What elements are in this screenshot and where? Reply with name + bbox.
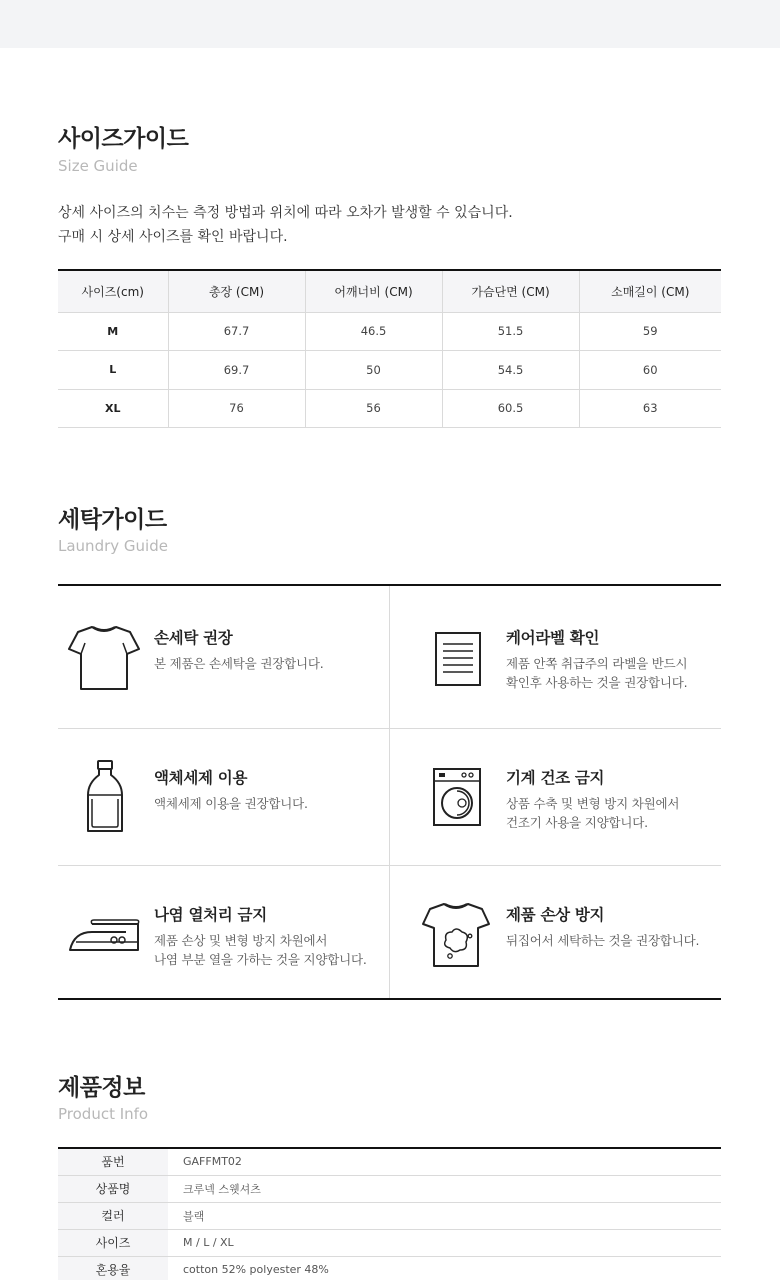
size-table-header-row [58, 270, 721, 312]
size-label-cell: M [58, 312, 168, 351]
laundry-guide-title: 세탁가이드 [58, 507, 167, 533]
size-table-header: 어깨너비 (CM) [305, 270, 442, 312]
product-info-subtitle: Product Info [58, 1105, 149, 1123]
product-info-table [58, 1147, 721, 1280]
info-label: 컬러 [58, 1202, 168, 1229]
laundry-item-title: 케어라벨 확인 [506, 629, 600, 647]
size-guide-title: 사이즈가이드 [58, 126, 189, 152]
iron-icon [66, 896, 142, 972]
laundry-item-title: 손세탁 권장 [154, 629, 233, 647]
size-table [58, 269, 721, 428]
table-cell: 51.5 [442, 312, 579, 351]
size-guide-subtitle: Size Guide [58, 157, 138, 175]
tshirt-icon [66, 619, 142, 695]
laundry-item-text: 제품 손상 및 변형 방지 차원에서 나염 부분 열을 가하는 것을 지양합니다. [154, 933, 367, 967]
product-info-title: 제품정보 [58, 1075, 145, 1101]
table-row [58, 312, 721, 351]
info-label: 사이즈 [58, 1229, 168, 1256]
size-guide-desc-line: 구매 시 상세 사이즈를 확인 바랍니다. [58, 229, 288, 245]
laundry-item-title: 나염 열처리 금지 [154, 906, 267, 924]
print-tshirt-icon [418, 896, 494, 972]
laundry-item [58, 729, 389, 866]
laundry-item-text: 뒤집어서 세탁하는 것을 권장합니다. [506, 933, 700, 948]
laundry-item [410, 729, 741, 866]
table-cell: 76 [168, 389, 305, 428]
size-table-header: 총장 (CM) [168, 270, 305, 312]
laundry-item [58, 589, 389, 726]
info-value: M / L / XL [168, 1229, 721, 1256]
table-cell: 46.5 [305, 312, 442, 351]
info-value: 블랙 [168, 1202, 721, 1229]
table-cell: 60.5 [442, 389, 579, 428]
table-row [58, 1256, 721, 1280]
size-table-header: 사이즈(cm) [58, 270, 168, 312]
care-label-icon [418, 619, 494, 695]
info-label: 혼용율 [58, 1256, 168, 1280]
detergent-bottle-icon [66, 759, 142, 835]
laundry-item-text: 상품 수축 및 변형 방지 차원에서 건조기 사용을 지양합니다. [506, 796, 680, 830]
laundry-item-title: 제품 손상 방지 [506, 906, 605, 924]
laundry-item [58, 866, 389, 1003]
table-cell: 50 [305, 351, 442, 390]
top-banner-strip [0, 0, 780, 48]
table-row [58, 351, 721, 390]
table-cell: 69.7 [168, 351, 305, 390]
table-row [58, 1175, 721, 1202]
laundry-item-text: 본 제품은 손세탁을 권장합니다. [154, 656, 324, 671]
laundry-item-text: 액체세제 이용을 권장합니다. [154, 796, 308, 811]
laundry-item [410, 589, 741, 726]
table-row [58, 1202, 721, 1229]
table-cell: 59 [579, 312, 721, 351]
table-row [58, 1229, 721, 1256]
table-cell: 60 [579, 351, 721, 390]
table-row [58, 389, 721, 428]
size-table-header: 가슴단면 (CM) [442, 270, 579, 312]
laundry-item-text: 제품 안쪽 취급주의 라벨을 반드시 확인후 사용하는 것을 권장합니다. [506, 656, 688, 690]
size-label-cell: L [58, 351, 168, 390]
table-cell: 54.5 [442, 351, 579, 390]
laundry-item [410, 866, 741, 1003]
table-cell: 63 [579, 389, 721, 428]
size-guide-description [58, 201, 513, 249]
table-row [58, 1148, 721, 1175]
laundry-item-title: 기계 건조 금지 [506, 769, 605, 787]
size-label-cell: XL [58, 389, 168, 428]
table-cell: 56 [305, 389, 442, 428]
info-label: 품번 [58, 1148, 168, 1175]
size-guide-desc-line: 상세 사이즈의 치수는 측정 방법과 위치에 따라 오차가 발생할 수 있습니다. [58, 205, 513, 221]
info-value: GAFFMT02 [168, 1148, 721, 1175]
info-label: 상품명 [58, 1175, 168, 1202]
laundry-guide-grid [58, 584, 721, 1000]
info-value: cotton 52% polyester 48% [168, 1256, 721, 1280]
laundry-guide-subtitle: Laundry Guide [58, 537, 168, 555]
washing-machine-icon [418, 759, 494, 835]
laundry-item-title: 액체세제 이용 [154, 769, 248, 787]
size-table-header: 소매길이 (CM) [579, 270, 721, 312]
table-cell: 67.7 [168, 312, 305, 351]
info-value: 크루넥 스웻셔츠 [168, 1175, 721, 1202]
grid-divider [389, 586, 390, 998]
